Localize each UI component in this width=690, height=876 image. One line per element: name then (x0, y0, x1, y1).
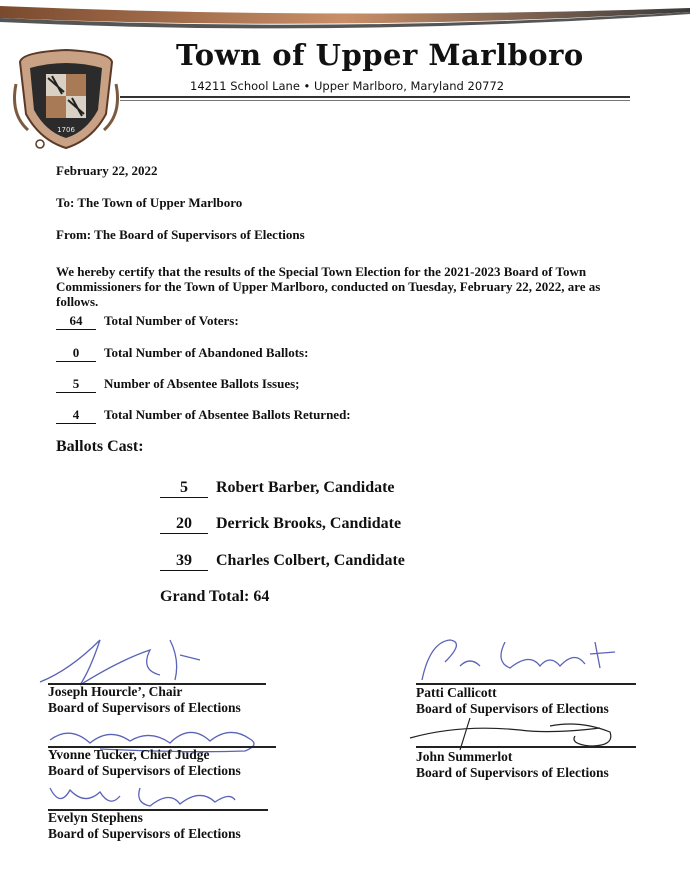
header-divider-thin (120, 100, 630, 101)
letter-from: From: The Board of Supervisors of Elections (56, 227, 305, 242)
letterhead-banner (0, 0, 690, 40)
town-seal-logo (12, 44, 120, 152)
letterhead-title: Town of Upper Marlboro (176, 38, 584, 72)
candidate-name: Charles Colbert, Candidate (216, 552, 405, 569)
signer-hourcle-title: Board of Supervisors of Elections (48, 700, 241, 715)
stat-absentee-issued (56, 376, 300, 393)
signer-callicott-title: Board of Supervisors of Elections (416, 701, 609, 716)
stat-absentee-returned (56, 407, 351, 424)
stat-label: Number of Absentee Ballots Issues; (104, 376, 300, 391)
stat-value: 64 (56, 313, 96, 330)
signer-summerlot-name: John Summerlot (416, 749, 513, 764)
signer-stephens-title: Board of Supervisors of Elections (48, 826, 241, 841)
certification-paragraph: We hereby certify that the results of the Special Town Election for the 2021-2023 Board of Town Commissioners for the Town of Upper Marlboro, conducted on Tuesday, February 22, 2022, are as follows. (56, 264, 601, 309)
candidate-name: Robert Barber, Candidate (216, 479, 395, 496)
signer-tucker-name: Yvonne Tucker, Chief Judge (48, 747, 210, 762)
stat-label: Total Number of Absentee Ballots Returned: (104, 407, 351, 422)
stat-value: 5 (56, 376, 96, 393)
header-divider (120, 96, 630, 98)
letter-date: February 22, 2022 (56, 163, 158, 178)
letter-to: To: The Town of Upper Marlboro (56, 195, 243, 210)
signer-callicott-name: Patti Callicott (416, 685, 497, 700)
ballots-cast-heading: Ballots Cast: (56, 438, 144, 455)
signature-hourcle-handwriting (30, 630, 230, 690)
stat-value: 4 (56, 407, 96, 424)
candidate-votes: 20 (160, 515, 208, 534)
signer-summerlot-title: Board of Supervisors of Elections (416, 765, 609, 780)
candidate-row (160, 479, 395, 498)
signer-hourcle-name: Joseph Hourcle’, Chair (48, 684, 183, 699)
grand-total: Grand Total: 64 (160, 588, 270, 605)
stat-abandoned-ballots (56, 345, 308, 362)
candidate-votes: 5 (160, 479, 208, 498)
stat-label: Total Number of Abandoned Ballots: (104, 345, 309, 360)
seal-year: 1706 (57, 126, 75, 134)
signature-callicott-handwriting (410, 632, 630, 684)
stat-total-voters (56, 313, 239, 330)
candidate-row (160, 552, 405, 571)
signer-tucker-title: Board of Supervisors of Elections (48, 763, 241, 778)
signer-stephens-name: Evelyn Stephens (48, 810, 143, 825)
candidate-votes: 39 (160, 552, 208, 571)
stat-label: Total Number of Voters: (104, 313, 239, 328)
candidate-name: Derrick Brooks, Candidate (216, 515, 402, 532)
candidate-row (160, 515, 401, 534)
signature-line (416, 746, 636, 748)
letterhead-address: 14211 School Lane • Upper Marlboro, Maryland 20772 (190, 79, 505, 93)
stat-value: 0 (56, 345, 96, 362)
